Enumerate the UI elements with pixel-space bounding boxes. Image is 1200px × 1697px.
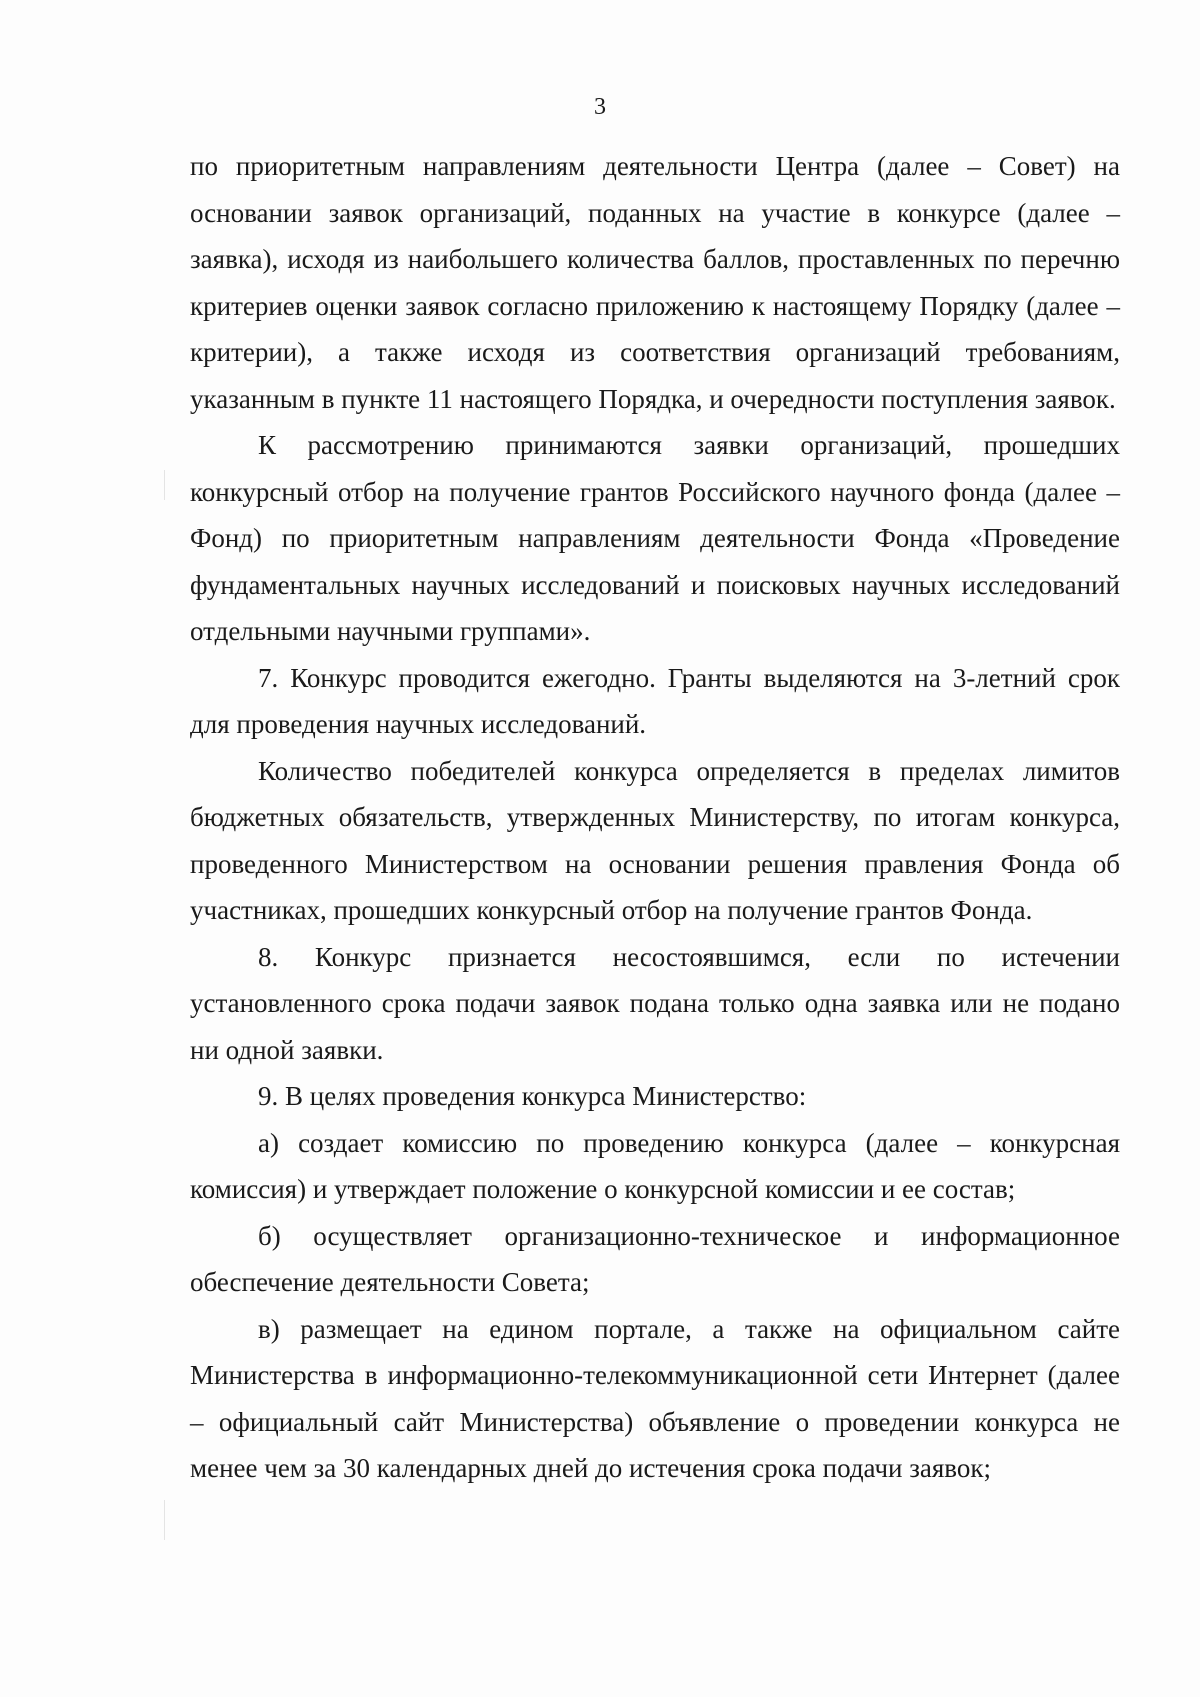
paragraph-item-8: 8. Конкурс признается несостоявшимся, если по истечении установленного срока подачи заявок подана только одна заявка или не подано ни одной заявки. (190, 941, 1120, 1065)
paragraph-item-9a: а) создает комиссию по проведению конкурса (далее – конкурсная комиссия) и утверждает положение о конкурсной комиссии и ее состав; (190, 1127, 1120, 1204)
scan-artifact-top (164, 470, 165, 500)
scan-artifact-bottom (164, 1500, 165, 1540)
paragraph-item-9: 9. В целях проведения конкурса Министерство: (258, 1081, 807, 1111)
paragraph-applications-accepted: К рассмотрению принимаются заявки организаций, прошедших конкурсный отбор на получение грантов Российского научного фонда (далее – Фонд) по приоритетным направлениям деятельности Фонда «Проведение фундаментальных научных исследований и поисковых научных исследований отдельными научными группами». (190, 430, 1120, 646)
page-number: 3 (594, 94, 606, 120)
paragraph-winners-count: Количество победителей конкурса определяется в пределах лимитов бюджетных обязательств, утвержденных Министерству, по итогам конкурса, проведенного Министерством на основании решения правления Фонда об участниках, прошедших конкурсный отбор на получение грантов Фонда. (190, 755, 1120, 925)
paragraph-item-9b: б) осуществляет организационно-техническое и информационное обеспечение деятельности Совета; (190, 1220, 1120, 1297)
paragraph-council-continuation: по приоритетным направлениям деятельности Центра (далее – Совет) на основании заявок организаций, поданных на участие в конкурсе (далее – заявка), исходя из наибольшего количества баллов, проставленных по перечню критериев оценки заявок согласно приложению к настоящему Порядку (далее – критерии), а также исходя из соответствия организаций требованиям, указанным в пункте 11 настоящего Порядка, и очередности поступления заявок. (190, 151, 1120, 414)
paragraph-item-9v: в) размещает на едином портале, а также на официальном сайте Министерства в информационно-телекоммуникационной сети Интернет (далее – официальный сайт Министерства) объявление о проведении конкурса не менее чем за 30 календарных дней до истечения срока подачи заявок; (190, 1313, 1120, 1483)
document-body (190, 143, 1120, 1492)
paragraph-item-7: 7. Конкурс проводится ежегодно. Гранты выделяются на 3-летний срок для проведения научных исследований. (190, 662, 1120, 739)
